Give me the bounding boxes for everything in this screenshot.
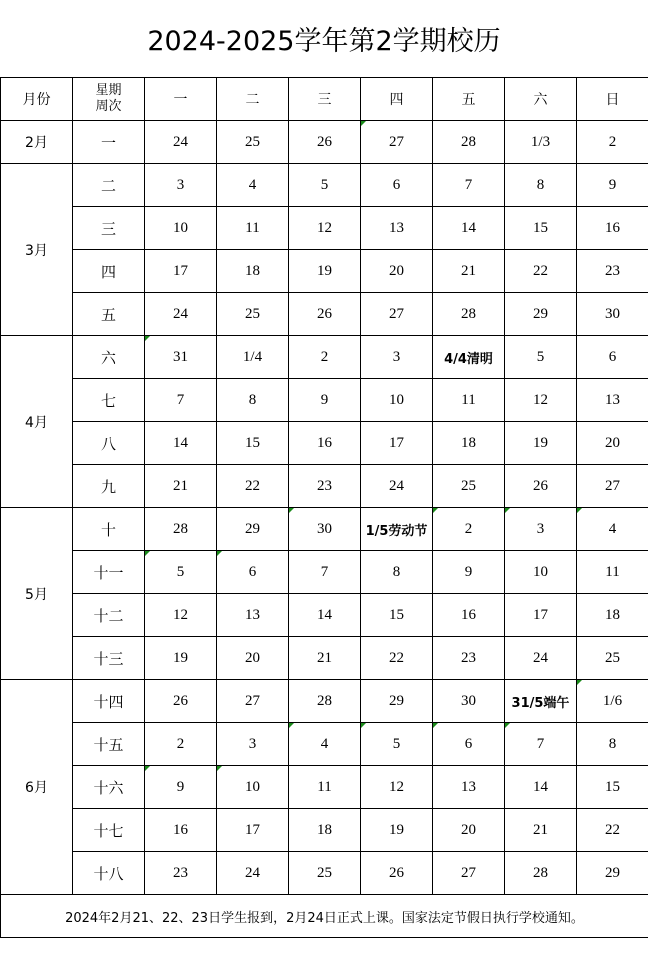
day-cell: 9 [577, 164, 648, 207]
day-cell: 22 [361, 637, 433, 680]
week-row [1, 121, 648, 164]
note-row [1, 895, 648, 938]
day-cell: 9 [145, 766, 217, 809]
day-cell: 7 [289, 551, 361, 594]
day-cell: 17 [217, 809, 289, 852]
day-cell: 24 [361, 465, 433, 508]
day-cell: 9 [289, 379, 361, 422]
day-cell: 14 [505, 766, 577, 809]
day-cell: 10 [217, 766, 289, 809]
month-label: 5月 [1, 508, 73, 680]
day-header-thu: 四 [361, 78, 433, 121]
day-cell: 1/4 [217, 336, 289, 379]
day-cell: 26 [505, 465, 577, 508]
day-cell: 21 [433, 250, 505, 293]
week-row [1, 723, 648, 766]
day-cell: 27 [217, 680, 289, 723]
day-cell: 23 [433, 637, 505, 680]
day-cell: 3 [145, 164, 217, 207]
day-cell: 16 [577, 207, 648, 250]
day-cell: 6 [577, 336, 648, 379]
week-row [1, 508, 648, 551]
day-cell: 9 [433, 551, 505, 594]
week-row [1, 680, 648, 723]
day-cell: 26 [145, 680, 217, 723]
week-number: 二 [73, 164, 145, 207]
registration-note: 2024年2月21、22、23日学生报到，2月24日正式上课。国家法定节假日执行学校通知。 [1, 895, 648, 938]
week-row [1, 852, 648, 895]
week-number: 十五 [73, 723, 145, 766]
day-cell: 27 [361, 293, 433, 336]
day-cell: 25 [217, 293, 289, 336]
day-cell: 11 [433, 379, 505, 422]
week-row [1, 336, 648, 379]
day-cell: 13 [361, 207, 433, 250]
day-cell: 26 [289, 121, 361, 164]
month-label: 3月 [1, 164, 73, 336]
day-cell: 5 [145, 551, 217, 594]
day-cell: 21 [505, 809, 577, 852]
calendar-title: 2024-2025学年第2学期校历 [147, 26, 501, 57]
day-cell: 22 [217, 465, 289, 508]
week-number: 四 [73, 250, 145, 293]
day-cell: 3 [361, 336, 433, 379]
week-number: 十八 [73, 852, 145, 895]
school-calendar-table [0, 77, 648, 938]
day-cell: 22 [505, 250, 577, 293]
day-cell: 8 [361, 551, 433, 594]
day-cell: 29 [505, 293, 577, 336]
day-cell: 17 [505, 594, 577, 637]
day-cell: 18 [289, 809, 361, 852]
day-cell: 27 [433, 852, 505, 895]
day-cell: 28 [145, 508, 217, 551]
day-cell: 13 [577, 379, 648, 422]
week-header-line1: 星期 [95, 83, 122, 98]
week-number: 十三 [73, 637, 145, 680]
day-cell: 14 [289, 594, 361, 637]
day-cell: 16 [289, 422, 361, 465]
day-cell: 27 [577, 465, 648, 508]
day-cell: 25 [577, 637, 648, 680]
day-cell: 4 [217, 164, 289, 207]
day-cell: 14 [433, 207, 505, 250]
week-row [1, 293, 648, 336]
day-cell: 8 [505, 164, 577, 207]
day-cell: 4/4清明 [433, 336, 505, 379]
day-cell: 19 [289, 250, 361, 293]
day-header-mon: 一 [145, 78, 217, 121]
day-cell: 1/6 [577, 680, 648, 723]
day-cell: 4 [289, 723, 361, 766]
day-cell: 7 [145, 379, 217, 422]
week-number: 七 [73, 379, 145, 422]
day-header-sun: 日 [577, 78, 648, 121]
month-header: 月份 [1, 78, 73, 121]
day-cell: 30 [577, 293, 648, 336]
day-cell: 5 [289, 164, 361, 207]
day-cell: 10 [505, 551, 577, 594]
day-cell: 3 [217, 723, 289, 766]
week-number: 十二 [73, 594, 145, 637]
day-cell: 30 [433, 680, 505, 723]
day-cell: 25 [433, 465, 505, 508]
week-row [1, 637, 648, 680]
day-cell: 18 [433, 422, 505, 465]
day-cell: 4 [577, 508, 648, 551]
day-cell: 30 [289, 508, 361, 551]
day-cell: 24 [217, 852, 289, 895]
month-label: 4月 [1, 336, 73, 508]
week-number: 一 [73, 121, 145, 164]
day-cell: 29 [361, 680, 433, 723]
week-row [1, 766, 648, 809]
day-cell: 29 [577, 852, 648, 895]
day-cell: 25 [217, 121, 289, 164]
day-header-fri: 五 [433, 78, 505, 121]
day-cell: 25 [289, 852, 361, 895]
week-row [1, 551, 648, 594]
day-cell: 23 [577, 250, 648, 293]
week-row [1, 207, 648, 250]
day-cell: 6 [217, 551, 289, 594]
week-number: 十七 [73, 809, 145, 852]
day-cell: 13 [433, 766, 505, 809]
month-label: 2月 [1, 121, 73, 164]
day-cell: 12 [145, 594, 217, 637]
week-row [1, 594, 648, 637]
day-cell: 16 [433, 594, 505, 637]
day-cell: 14 [145, 422, 217, 465]
day-cell: 19 [361, 809, 433, 852]
week-header [73, 78, 145, 121]
day-cell: 2 [145, 723, 217, 766]
day-cell: 15 [505, 207, 577, 250]
day-cell: 11 [289, 766, 361, 809]
day-cell: 10 [145, 207, 217, 250]
day-header-wed: 三 [289, 78, 361, 121]
day-cell: 18 [217, 250, 289, 293]
day-cell: 28 [433, 293, 505, 336]
day-cell: 28 [505, 852, 577, 895]
week-number: 八 [73, 422, 145, 465]
day-cell: 2 [577, 121, 648, 164]
week-row [1, 465, 648, 508]
day-cell: 1/3 [505, 121, 577, 164]
day-cell: 7 [433, 164, 505, 207]
day-cell: 17 [145, 250, 217, 293]
day-cell: 11 [217, 207, 289, 250]
week-number: 五 [73, 293, 145, 336]
day-cell: 24 [145, 121, 217, 164]
day-cell: 19 [145, 637, 217, 680]
day-cell: 5 [505, 336, 577, 379]
week-number: 九 [73, 465, 145, 508]
week-row [1, 422, 648, 465]
day-cell: 26 [289, 293, 361, 336]
day-cell: 12 [505, 379, 577, 422]
week-number: 六 [73, 336, 145, 379]
day-cell: 17 [361, 422, 433, 465]
day-cell: 20 [577, 422, 648, 465]
day-cell: 28 [289, 680, 361, 723]
day-cell: 15 [361, 594, 433, 637]
day-cell: 1/5劳动节 [361, 508, 433, 551]
day-cell: 13 [217, 594, 289, 637]
day-cell: 10 [361, 379, 433, 422]
week-number: 十六 [73, 766, 145, 809]
week-row [1, 379, 648, 422]
month-label: 6月 [1, 680, 73, 895]
day-cell: 24 [145, 293, 217, 336]
week-number: 十 [73, 508, 145, 551]
day-cell: 20 [433, 809, 505, 852]
header-row [1, 78, 648, 121]
day-cell: 19 [505, 422, 577, 465]
day-cell: 20 [361, 250, 433, 293]
day-cell: 8 [217, 379, 289, 422]
day-header-tue: 二 [217, 78, 289, 121]
day-cell: 7 [505, 723, 577, 766]
day-cell: 6 [361, 164, 433, 207]
day-cell: 2 [289, 336, 361, 379]
week-number: 三 [73, 207, 145, 250]
day-cell: 15 [217, 422, 289, 465]
day-cell: 5 [361, 723, 433, 766]
day-cell: 24 [505, 637, 577, 680]
day-cell: 3 [505, 508, 577, 551]
day-header-sat: 六 [505, 78, 577, 121]
day-cell: 12 [361, 766, 433, 809]
day-cell: 31/5端午 [505, 680, 577, 723]
day-cell: 12 [289, 207, 361, 250]
week-row [1, 164, 648, 207]
day-cell: 23 [289, 465, 361, 508]
day-cell: 21 [145, 465, 217, 508]
day-cell: 28 [433, 121, 505, 164]
day-cell: 27 [361, 121, 433, 164]
day-cell: 18 [577, 594, 648, 637]
day-cell: 6 [433, 723, 505, 766]
day-cell: 26 [361, 852, 433, 895]
day-cell: 31 [145, 336, 217, 379]
week-header-line2: 周次 [95, 99, 122, 114]
week-number: 十四 [73, 680, 145, 723]
day-cell: 20 [217, 637, 289, 680]
week-number: 十一 [73, 551, 145, 594]
day-cell: 15 [577, 766, 648, 809]
day-cell: 16 [145, 809, 217, 852]
day-cell: 8 [577, 723, 648, 766]
day-cell: 2 [433, 508, 505, 551]
day-cell: 21 [289, 637, 361, 680]
day-cell: 22 [577, 809, 648, 852]
week-row [1, 250, 648, 293]
day-cell: 23 [145, 852, 217, 895]
week-row [1, 809, 648, 852]
day-cell: 29 [217, 508, 289, 551]
day-cell: 11 [577, 551, 648, 594]
